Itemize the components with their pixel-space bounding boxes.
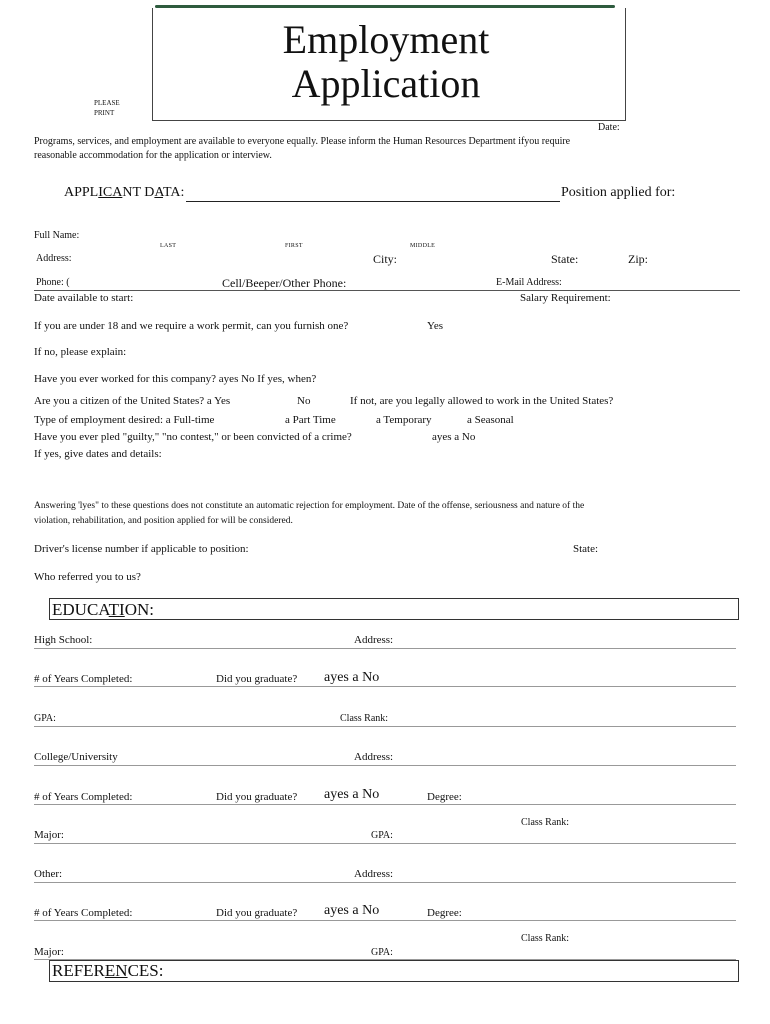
- referred-label: Who referred you to us?: [34, 571, 141, 583]
- college-degree-label: Degree:: [427, 791, 462, 803]
- full-name-input[interactable]: [100, 229, 720, 243]
- other-graduate-options[interactable]: ayes a No: [324, 903, 380, 918]
- other-graduate-label: Did you graduate?: [216, 907, 298, 919]
- education-heading: [52, 600, 154, 620]
- salary-label: Salary Requirement:: [520, 292, 611, 304]
- college-class-rank-label: Class Rank:: [521, 817, 570, 828]
- college-years-label: # of Years Completed:: [34, 791, 133, 803]
- hs-line: [34, 648, 736, 649]
- full-name-label: Full Name:: [34, 230, 80, 241]
- temporary-option[interactable]: a Temporary: [376, 414, 432, 426]
- position-label: Position applied for:: [561, 185, 676, 200]
- under18-yes-option[interactable]: Yes: [427, 320, 444, 332]
- intro-line-2: reasonable accommodation for the application or interview.: [34, 150, 272, 161]
- college-major-label: Major:: [34, 829, 64, 841]
- other-input[interactable]: [72, 868, 342, 882]
- date-available-input[interactable]: [152, 292, 352, 306]
- other-years-label: # of Years Completed:: [34, 907, 133, 919]
- dl-state-label: State:: [573, 543, 599, 555]
- print-label: PRINT: [94, 109, 115, 117]
- please-label: PLEASE: [94, 99, 120, 107]
- high-school-input[interactable]: [104, 634, 344, 648]
- references-heading: [52, 961, 163, 981]
- part-time-option[interactable]: a Part Time: [285, 414, 336, 426]
- college-input[interactable]: [140, 751, 340, 765]
- other-years-line: [34, 920, 736, 921]
- heading-part: TI: [108, 600, 125, 619]
- position-input[interactable]: [190, 186, 556, 200]
- citizen-question: Are you a citizen of the United States? a Yes: [34, 395, 231, 407]
- zip-label: Zip:: [628, 252, 648, 266]
- heading-part: EDUCA: [52, 600, 109, 619]
- heading-part: TA:: [162, 185, 185, 200]
- salary-input[interactable]: [630, 292, 730, 306]
- cell-input[interactable]: [356, 276, 486, 290]
- other-class-rank-label: Class Rank:: [521, 933, 570, 944]
- worked-before-question: Have you ever worked for this company? ayes No If yes, when?: [34, 373, 317, 385]
- heading-part: APPL: [64, 185, 99, 200]
- date-field[interactable]: [626, 122, 736, 136]
- phone-row-line: [34, 290, 740, 291]
- date-label: Date:: [598, 122, 620, 133]
- college-label: College/University: [34, 751, 118, 763]
- guilty-yes-no-options[interactable]: ayes a No: [432, 431, 476, 443]
- other-label: Other:: [34, 868, 63, 880]
- disclaimer-line-2: violation, rehabilitation, and position applied for will be considered.: [34, 516, 293, 526]
- city-label: City:: [373, 252, 398, 266]
- email-label: E-Mail Address:: [496, 277, 562, 288]
- heading-part: NT D: [122, 185, 155, 200]
- if-yes-dates-label: If yes, give dates and details:: [34, 448, 162, 460]
- other-major-label: Major:: [34, 946, 64, 958]
- title-line-2: Application: [291, 61, 481, 106]
- hs-graduate-options[interactable]: ayes a No: [324, 670, 380, 685]
- hs-address-label: Address:: [354, 634, 394, 646]
- citizen-no-option[interactable]: No: [297, 395, 311, 407]
- under18-question: If you are under 18 and we require a work permit, can you furnish one?: [34, 320, 349, 332]
- heading-part: EN: [104, 961, 128, 980]
- drivers-license-input[interactable]: [284, 543, 564, 557]
- college-line: [34, 765, 736, 766]
- legally-allowed-question: If not, are you legally allowed to work in the United States?: [350, 395, 614, 407]
- seasonal-option[interactable]: a Seasonal: [467, 414, 514, 426]
- other-line: [34, 882, 736, 883]
- hs-class-rank-label: Class Rank:: [340, 713, 389, 724]
- disclaimer-line-1: Answering 'lyes" to these questions does not constitute an automatic rejection for employment. Date of the offense, seriousness and nature of the: [34, 501, 585, 511]
- applicant-data-heading: [64, 185, 184, 201]
- college-years-line: [34, 804, 736, 805]
- intro-line-1: Programs, services, and employment are available to everyone equally. Please inform the Human Resources Department ifyou require: [34, 136, 571, 147]
- high-school-label: High School:: [34, 634, 93, 646]
- first-label: FIRST: [285, 243, 303, 249]
- city-input[interactable]: [402, 252, 542, 266]
- hs-years-line: [34, 686, 736, 687]
- heading-part: REFER: [52, 961, 105, 980]
- guilty-question: Have you ever pled "guilty," "no contest," or been convicted of a crime?: [34, 431, 352, 443]
- college-major-line: [34, 843, 736, 844]
- hs-gpa-label: GPA:: [34, 713, 56, 724]
- employment-type-question: Type of employment desired: a Full-time: [34, 414, 215, 426]
- hs-graduate-label: Did you graduate?: [216, 673, 298, 685]
- title-line-1: Employment: [282, 17, 490, 62]
- hs-years-label: # of Years Completed:: [34, 673, 133, 685]
- date-available-label: Date available to start:: [34, 292, 134, 304]
- please-print-note: [94, 98, 120, 118]
- other-degree-label: Degree:: [427, 907, 462, 919]
- college-gpa-label: GPA:: [371, 830, 393, 841]
- last-label: LAST: [160, 243, 177, 249]
- phone-input[interactable]: [84, 276, 214, 290]
- if-no-explain-input[interactable]: [144, 346, 734, 360]
- middle-label: MIDDLE: [410, 243, 436, 249]
- cell-label: Cell/Beeper/Other Phone:: [222, 276, 347, 290]
- other-gpa-label: GPA:: [371, 947, 393, 958]
- college-address-label: Address:: [354, 751, 394, 763]
- state-label: State:: [551, 252, 579, 266]
- referred-input[interactable]: [162, 571, 722, 585]
- phone-label: Phone: (: [36, 277, 70, 288]
- college-graduate-options[interactable]: ayes a No: [324, 787, 380, 802]
- hs-gpa-line: [34, 726, 736, 727]
- heading-part: ICA: [98, 185, 123, 200]
- if-yes-dates-input[interactable]: [34, 464, 734, 494]
- drivers-license-label: Driver's license number if applicable to position:: [34, 543, 249, 555]
- heading-part: A: [154, 185, 163, 200]
- if-no-explain-label: If no, please explain:: [34, 346, 127, 358]
- address-input[interactable]: [82, 252, 362, 266]
- heading-part: CES:: [127, 961, 164, 980]
- other-address-label: Address:: [354, 868, 394, 880]
- college-graduate-label: Did you graduate?: [216, 791, 298, 803]
- position-line: [186, 201, 560, 202]
- heading-part: ON:: [124, 600, 154, 619]
- page-title: [236, 18, 536, 106]
- address-label: Address:: [36, 253, 72, 264]
